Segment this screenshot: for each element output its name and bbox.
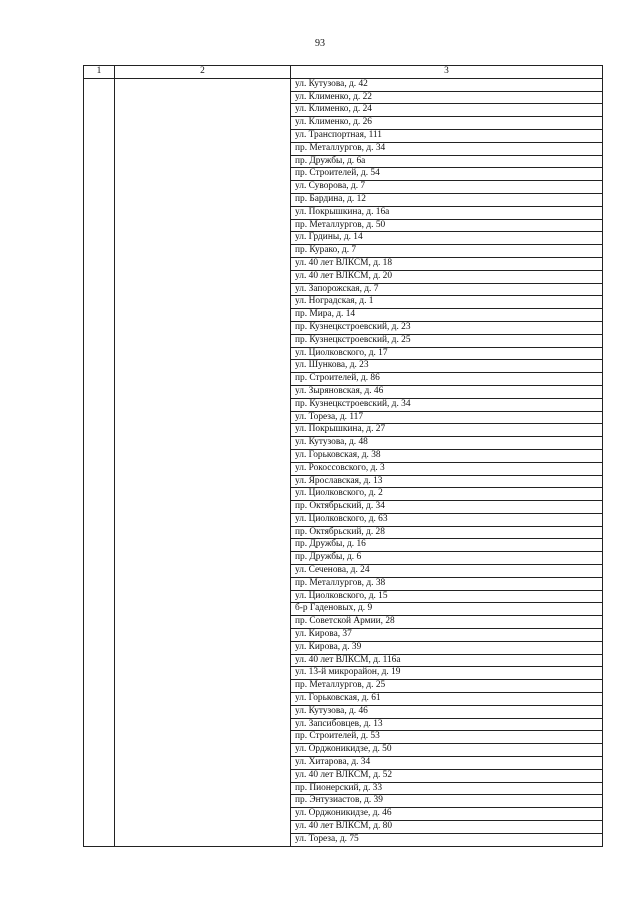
page-number: 93 — [315, 38, 325, 49]
address-cell: пр. Кузнецкстроевский, д. 25 — [291, 334, 603, 347]
merged-cell-2 — [115, 78, 291, 846]
address-cell: пр. Кузнецкстроевский, д. 34 — [291, 398, 603, 411]
address-cell: ул. Зыряновская, д. 46 — [291, 385, 603, 398]
address-cell: ул. Сеченова, д. 24 — [291, 565, 603, 578]
column-header-1: 1 — [84, 66, 115, 79]
address-cell: пр. Строителей, д. 86 — [291, 373, 603, 386]
address-cell: пр. Строителей, д. 54 — [291, 168, 603, 181]
address-cell: ул. Орджоникидзе, д. 46 — [291, 808, 603, 821]
address-cell: ул. Циолковского, д. 17 — [291, 347, 603, 360]
header-row — [84, 66, 603, 79]
column-header-3: 3 — [291, 66, 603, 79]
address-cell: ул. Шункова, д. 23 — [291, 360, 603, 373]
address-cell: ул. 40 лет ВЛКСМ, д. 20 — [291, 270, 603, 283]
address-cell: ул. Ноградская, д. 1 — [291, 296, 603, 309]
address-cell: ул. Ярославская, д. 13 — [291, 475, 603, 488]
address-cell: пр. Мира, д. 14 — [291, 309, 603, 322]
address-cell: ул. Горьковская, д. 38 — [291, 449, 603, 462]
address-cell: ул. Транспортная, 111 — [291, 129, 603, 142]
address-cell: ул. Циолковского, д. 63 — [291, 513, 603, 526]
address-cell: ул. 40 лет ВЛКСМ, д. 116а — [291, 654, 603, 667]
address-cell: ул. 13-й микрорайон, д. 19 — [291, 667, 603, 680]
address-cell: ул. Клименко, д. 26 — [291, 117, 603, 130]
address-cell: пр. Дружбы, д. 6 — [291, 552, 603, 565]
address-cell: пр. Советской Армии, 28 — [291, 616, 603, 629]
address-cell: пр. Курако, д. 7 — [291, 245, 603, 258]
address-cell: ул. Рокоссовского, д. 3 — [291, 462, 603, 475]
address-cell: пр. Кузнецкстроевский, д. 23 — [291, 321, 603, 334]
address-cell: ул. Запсибовцев, д. 13 — [291, 718, 603, 731]
address-cell: пр. Металлургов, д. 34 — [291, 142, 603, 155]
address-cell: пр. Энтузиастов, д. 39 — [291, 795, 603, 808]
address-cell: пр. Металлургов, д. 38 — [291, 577, 603, 590]
address-cell: ул. Циолковского, д. 15 — [291, 590, 603, 603]
address-cell: ул. Покрышкина, д. 27 — [291, 424, 603, 437]
address-cell: пр. Октябрьский, д. 28 — [291, 526, 603, 539]
address-cell: ул. Кирова, 37 — [291, 629, 603, 642]
address-cell: пр. Строителей, д. 53 — [291, 731, 603, 744]
address-cell: ул. Циолковского, д. 2 — [291, 488, 603, 501]
address-cell: ул. Орджоникидзе, д. 50 — [291, 744, 603, 757]
address-cell: ул. 40 лет ВЛКСМ, д. 18 — [291, 257, 603, 270]
address-cell: ул. Грдины, д. 14 — [291, 232, 603, 245]
address-cell: ул. Покрышкина, д. 16а — [291, 206, 603, 219]
address-cell: ул. 40 лет ВЛКСМ, д. 80 — [291, 821, 603, 834]
address-cell: пр. Дружбы, д. 6а — [291, 155, 603, 168]
address-cell: ул. Кирова, д. 39 — [291, 641, 603, 654]
address-cell: ул. Горьковская, д. 61 — [291, 693, 603, 706]
address-cell: ул. 40 лет ВЛКСМ, д. 52 — [291, 769, 603, 782]
address-cell: пр. Металлургов, д. 50 — [291, 219, 603, 232]
table-header — [84, 66, 603, 79]
column-header-2: 2 — [115, 66, 291, 79]
address-cell: пр. Дружбы, д. 16 — [291, 539, 603, 552]
merged-cell-1 — [84, 78, 115, 846]
address-cell: ул. Кутузова, д. 42 — [291, 78, 603, 91]
address-cell: пр. Пионерский, д. 33 — [291, 782, 603, 795]
address-table — [83, 65, 603, 847]
address-cell: ул. Суворова, д. 7 — [291, 181, 603, 194]
address-cell: ул. Хитарова, д. 34 — [291, 757, 603, 770]
address-cell: пр. Бардина, д. 12 — [291, 193, 603, 206]
address-cell: ул. Тореза, д. 117 — [291, 411, 603, 424]
address-cell: ул. Тореза, д. 75 — [291, 833, 603, 846]
address-cell: ул. Кутузова, д. 48 — [291, 437, 603, 450]
address-cell: ул. Кутузова, д. 46 — [291, 705, 603, 718]
address-cell: ул. Запорожская, д. 7 — [291, 283, 603, 296]
address-cell: б-р Гаденовых, д. 9 — [291, 603, 603, 616]
table-body — [84, 78, 603, 846]
address-cell: пр. Октябрьский, д. 34 — [291, 501, 603, 514]
address-cell: ул. Клименко, д. 24 — [291, 104, 603, 117]
table-row — [84, 78, 603, 91]
address-cell: ул. Клименко, д. 22 — [291, 91, 603, 104]
address-cell: пр. Металлургов, д. 25 — [291, 680, 603, 693]
